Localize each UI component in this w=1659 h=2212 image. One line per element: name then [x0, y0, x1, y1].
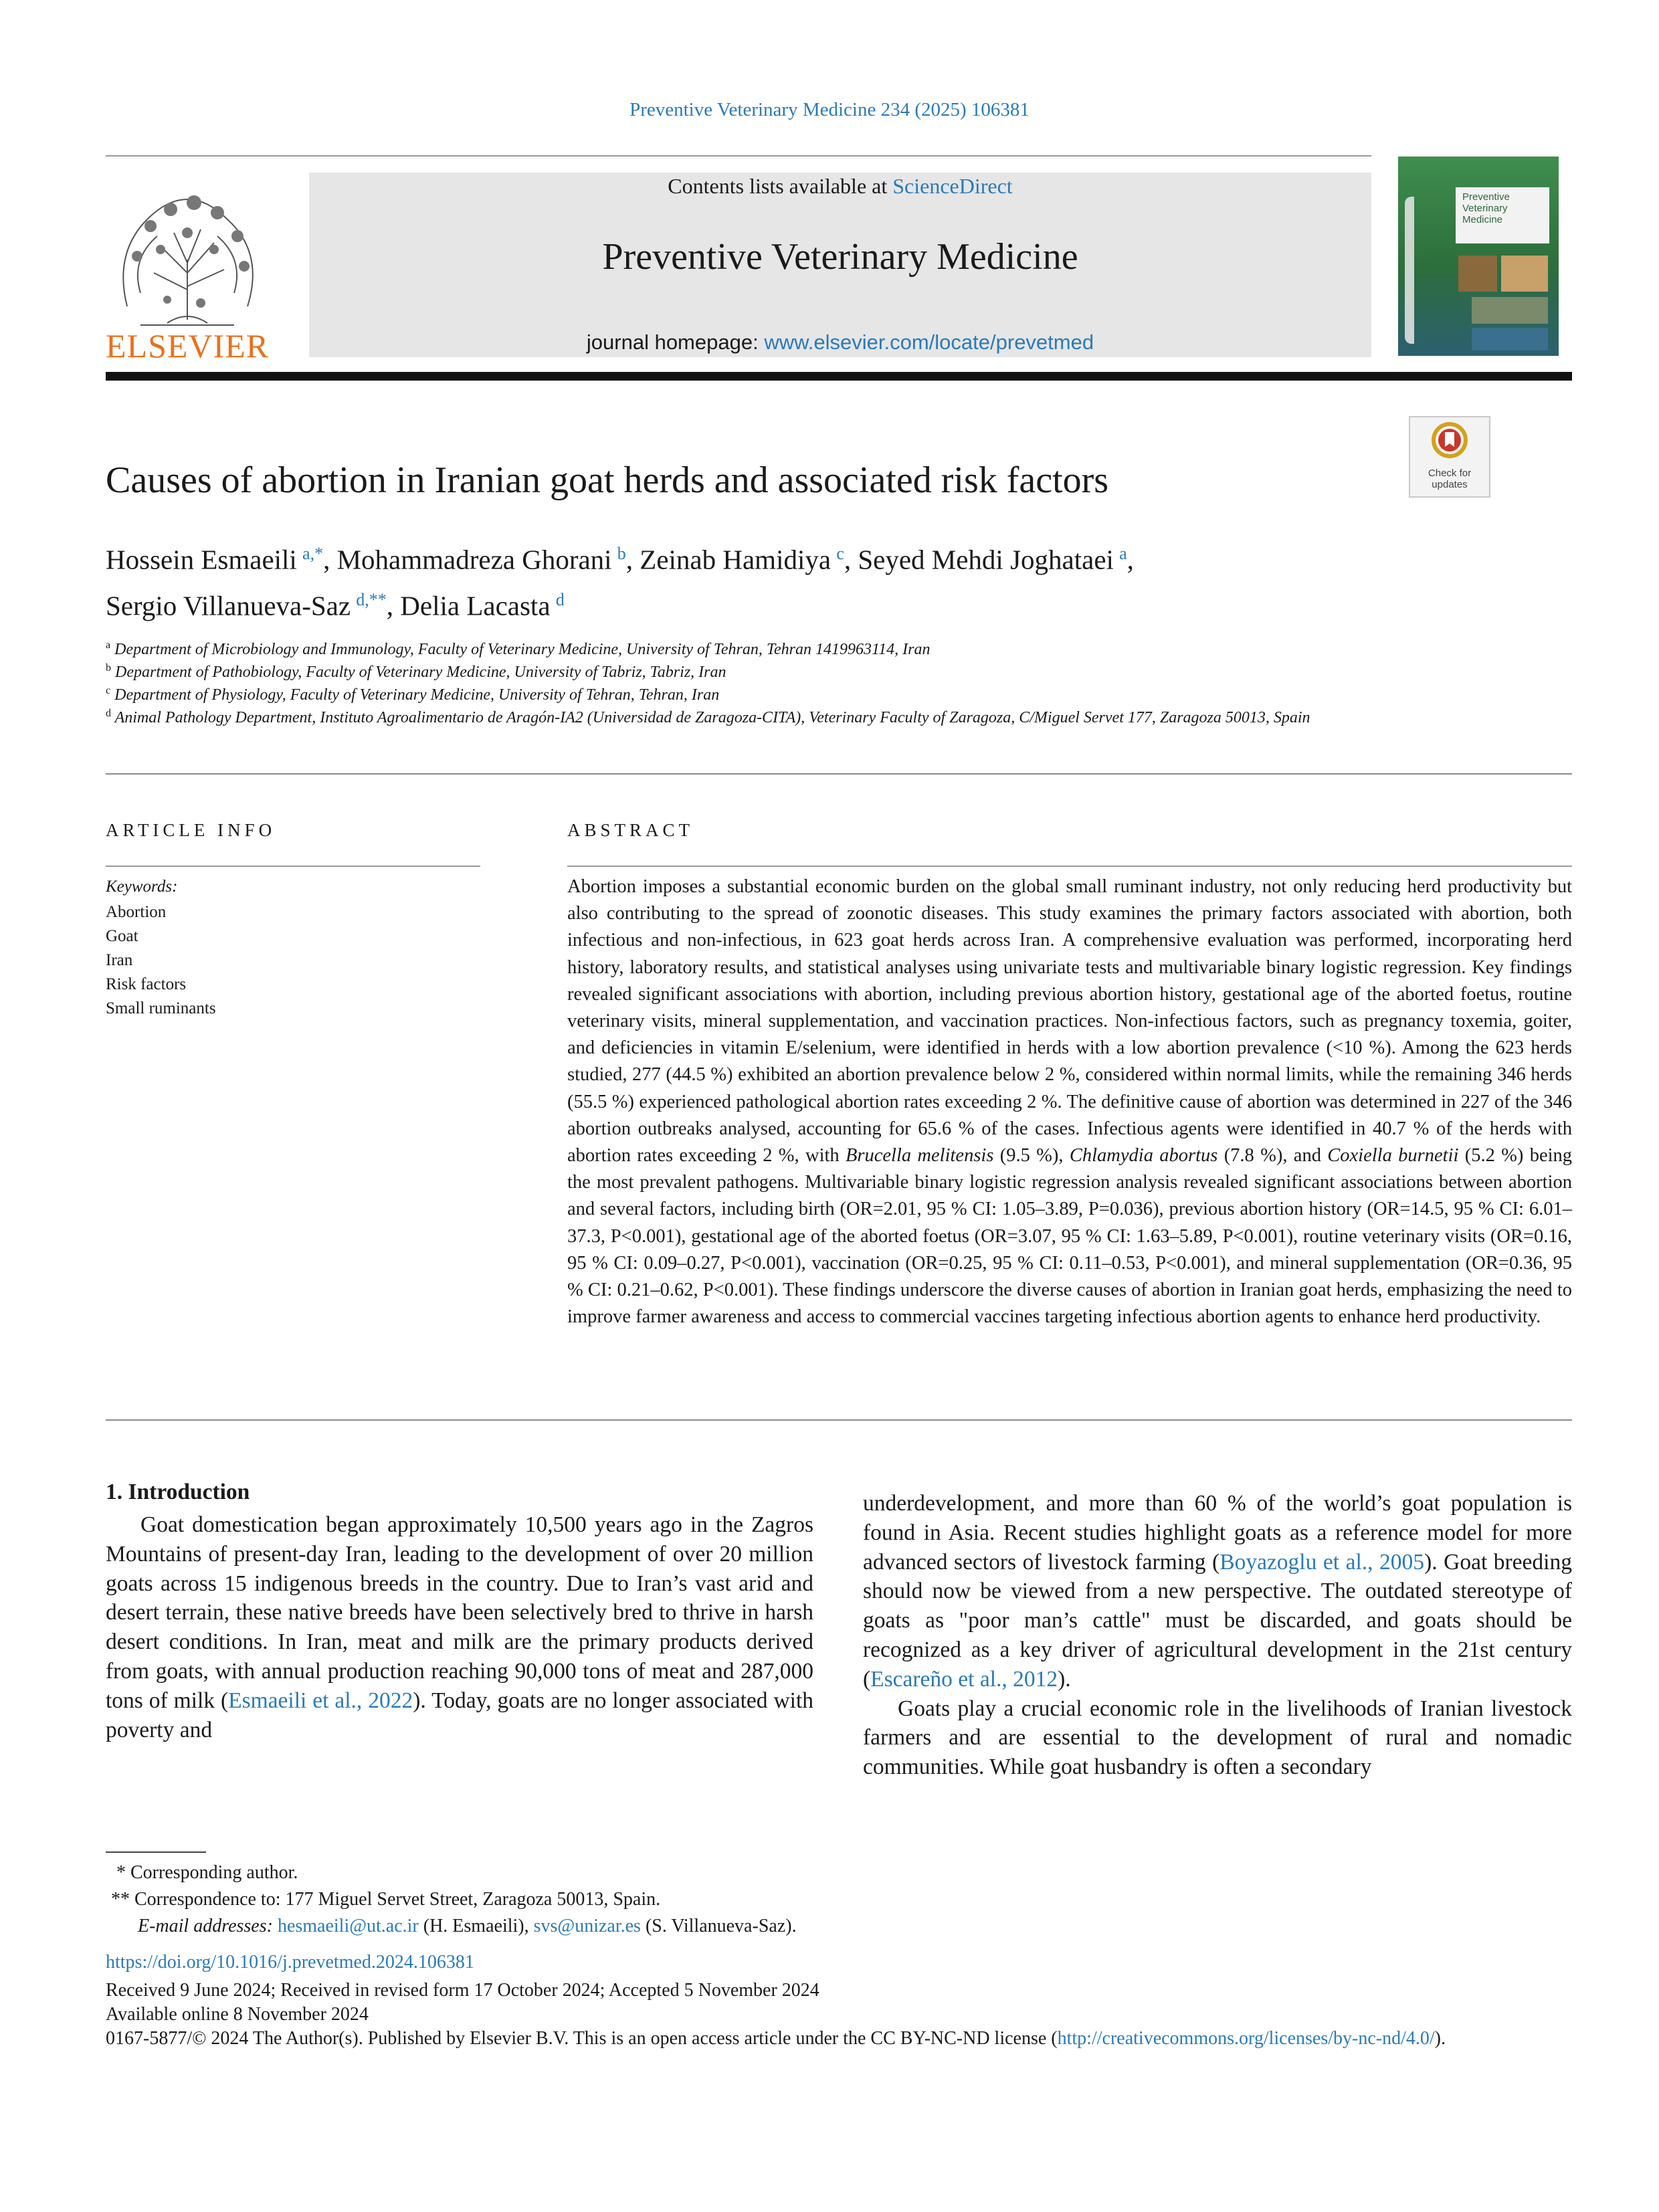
article-info-rule — [106, 866, 480, 867]
email-owner: (H. Esmaeili), — [418, 1916, 534, 1936]
email-link[interactable]: svs@unizar.es — [533, 1916, 641, 1936]
author-list — [106, 534, 1377, 625]
abstract-part: Abortion imposes a substantial economic burden on the global small ruminant industry, not only reducing herd productivity but also contributing to the spread of zoonotic diseases. This study examines the primary factors associated with abortion, both infectious and non-infectious, in 623 goat herds across Iran. A comprehensive evaluation was performed, incorporating herd history, laboratory results, and statistical analyses using univariate tests and multivariable binary logistic regression. Key findings revealed significant associations with abortion, including previous abortion history, gestational age of the aborted foetus, routine veterinary visits, mineral supplementation, and vaccination practices. Non-infectious factors, such as pregnancy toxemia, goiter, and deficiencies in vitamin E/selenium, were identified in herds with a low abortion prevalence (<10 %). Among the 623 herds studied, 277 (44.5 %) exhibited an abortion prevalence below 2 %, considered within normal limits, while the remaining 346 herds (55.5 %) experienced pathological abortion rates exceeding 2 %. The definitive cause of abortion was determined in 227 of the 346 abortion outbreaks analysed, accounting for 65.6 % of the cases. Infectious agents were identified in 40.7 % of the herds with abortion rates exceeding 2 %, with — [567, 876, 1572, 1167]
abstract-text — [567, 874, 1572, 1330]
sciencedirect-link[interactable]: ScienceDirect — [892, 174, 1013, 198]
keyword: Risk factors — [106, 975, 187, 993]
check-updates-line: updates — [1432, 479, 1468, 490]
organism-name: Coxiella burnetii — [1327, 1145, 1459, 1167]
keywords-label: Keywords: — [106, 878, 178, 896]
body-column-right — [863, 1489, 1572, 1782]
footnote-corresponding: * Corresponding author. — [116, 1862, 298, 1883]
affiliation-text: Department of Microbiology and Immunology, Faculty of Veterinary Medicine, University of Tehran, Tehran 1419963114, Iran — [114, 641, 931, 658]
journal-citation[interactable]: Preventive Veterinary Medicine 234 (2025) 106381 — [629, 99, 1030, 120]
affiliation-d — [106, 702, 1350, 729]
affiliation-text: Animal Pathology Department, Instituto Agroalimentario de Aragón-IA2 (Universidad de Zaragoza-CITA), Veterinary Faculty of Zaragoza, C/Miguel Servet 177, Zaragoza 50013, Spain — [114, 709, 1310, 726]
author-name[interactable]: Zeinab Hamidiya — [640, 544, 832, 575]
license-link[interactable]: http://creativecommons.org/licenses/by-nc-nd/4.0/ — [1057, 2028, 1435, 2049]
author-affiliation-mark[interactable]: d — [555, 589, 565, 609]
cover-title-line: Preventive — [1462, 191, 1510, 203]
author-affiliation-mark[interactable]: c — [836, 544, 844, 563]
email-label: E-mail addresses: — [138, 1916, 273, 1936]
email-owner: (S. Villanueva-Saz). — [640, 1916, 797, 1936]
author-affiliation-mark[interactable]: a,* — [302, 544, 324, 563]
keywords-list — [106, 900, 216, 1021]
homepage-link[interactable]: www.elsevier.com/locate/prevetmed — [764, 330, 1094, 354]
keyword: Goat — [106, 927, 138, 945]
author-name[interactable]: Hossein Esmaeili — [106, 544, 297, 575]
abstract-bottom-rule — [106, 1419, 1572, 1421]
contents-prefix: Contents lists available at — [668, 174, 893, 198]
article-info-heading: ARTICLE INFO — [106, 820, 276, 840]
author-separator: , — [844, 544, 858, 575]
body-column-left — [106, 1510, 813, 1744]
author-affiliation-mark[interactable]: b — [617, 544, 626, 563]
author-separator: , — [323, 544, 337, 575]
header-thick-rule — [106, 372, 1572, 381]
body-text: underdevelopment, and more than 60 % of the world’s goat population is found in Asia. Recent studies highlight goats as a reference model for more advanced sectors of livestock farming ( — [863, 1491, 1572, 1575]
footnote-rule — [106, 1851, 206, 1853]
footnote-correspondence: ** Correspondence to: 177 Miguel Servet Street, Zaragoza 50013, Spain. — [111, 1889, 661, 1910]
citation-link[interactable]: Boyazoglu et al., 2005 — [1219, 1549, 1425, 1575]
body-text: ). Goat breeding should now be viewed from a new perspective. The outdated stereotype of goats as "poor man’s cattle" must be discarded, and goats should be recognized as a key driver of agricultural development in the 21st century ( — [863, 1549, 1572, 1692]
keyword: Small ruminants — [106, 999, 216, 1017]
keyword: Abortion — [106, 903, 167, 921]
abstract-rule — [567, 866, 1572, 867]
abstract-part: (5.2 %) being the most prevalent pathogens. Multivariable binary logistic regression analysis revealed significant associations between abortion and several factors, including birth (OR=2.01, 95 % CI: 1.05–3.89, P=0.036), previous abortion history (OR=14.5, 95 % CI: 6.01–37.3, P<0.001), gestational age of the aborted foetus (OR=3.07, 95 % CI: 1.63–5.89, P<0.001), routine veterinary visits (OR=0.16, 95 % CI: 0.09–0.27, P<0.001), vaccination (OR=0.25, 95 % CI: 0.11–0.53, P<0.001), and mineral supplementation (OR=0.36, 95 % CI: 0.21–0.62, P<0.001). These findings underscore the diverse causes of abortion in Iranian goat herds, emphasizing the need to improve farmer awareness and access to commercial vaccines targeting infectious abortion agents to enhance herd productivity. — [567, 1145, 1573, 1328]
journal-title: Preventive Veterinary Medicine — [602, 236, 1078, 278]
author-name[interactable]: Delia Lacasta — [400, 590, 551, 621]
author-affiliation-mark[interactable]: a — [1119, 544, 1127, 563]
abstract-heading: ABSTRACT — [567, 820, 694, 840]
abstract-part: (9.5 %), — [993, 1145, 1070, 1167]
journal-cover-thumbnail[interactable] — [1398, 157, 1559, 356]
author-name[interactable]: Mohammadreza Ghorani — [336, 544, 612, 575]
introduction-heading: 1. Introduction — [106, 1480, 250, 1504]
body-paragraph — [106, 1510, 813, 1744]
affiliation-mark: d — [106, 708, 111, 719]
affiliation-mark: c — [106, 685, 111, 696]
author-separator: , — [1127, 544, 1134, 575]
footnote-emails — [138, 1913, 1604, 1940]
author-name[interactable]: Seyed Mehdi Joghataei — [858, 544, 1114, 575]
cover-title-line: Medicine — [1462, 214, 1503, 225]
check-updates-line: Check for — [1428, 468, 1472, 479]
contents-line — [309, 174, 1371, 199]
affiliation-text: Department of Physiology, Faculty of Veterinary Medicine, University of Tehran, Tehran, Iran — [114, 686, 720, 704]
check-for-updates-button[interactable] — [1409, 416, 1490, 498]
affiliation-mark: a — [106, 639, 111, 651]
citation-link[interactable]: Escareño et al., 2012 — [870, 1666, 1058, 1692]
body-text: ). Today, goats are no longer associated with poverty and — [106, 1688, 814, 1742]
license-line — [106, 2027, 1572, 2051]
author-separator: , — [386, 590, 401, 621]
license-text: 0167-5877/© 2024 The Author(s). Published by Elsevier B.V. This is an open access article under the CC BY-NC-ND license ( — [106, 2028, 1058, 2049]
affiliation-mark: b — [106, 662, 111, 674]
author-separator: , — [625, 544, 640, 575]
journal-homepage — [309, 330, 1371, 355]
bookmark-icon — [1410, 417, 1489, 464]
doi-link[interactable]: https://doi.org/10.1016/j.prevetmed.2024.106381 — [106, 1952, 474, 1973]
title-block-rule — [106, 773, 1572, 775]
license-text: ). — [1434, 2028, 1446, 2049]
available-online: Available online 8 November 2024 — [106, 2004, 369, 2025]
email-link[interactable]: hesmaeili@ut.ac.ir — [277, 1916, 419, 1936]
received-dates: Received 9 June 2024; Received in revised form 17 October 2024; Accepted 5 November 2024 — [106, 1980, 819, 2001]
author-name[interactable]: Sergio Villanueva-Saz — [106, 590, 351, 621]
publication-history — [106, 1979, 1572, 2051]
elsevier-wordmark: ELSEVIER — [106, 327, 270, 365]
homepage-prefix: journal homepage: — [586, 330, 765, 354]
article-title: Causes of abortion in Iranian goat herds and associated risk factors — [106, 460, 1109, 501]
body-text: Goat domestication began approximately 10,500 years ago in the Zagros Mountains of present-day Iran, leading to the development of over 20 million goats across 15 indigenous breeds in the country. Due to Iran’s vast arid and desert terrain, these native breeds have been selectively bred to thrive in harsh desert conditions. In Iran, meat and milk are the primary products derived from goats, with annual production reaching 90,000 tons of meat and 287,000 tons of milk ( — [106, 1512, 813, 1713]
body-paragraph — [863, 1489, 1572, 1694]
header-rule — [106, 155, 1371, 157]
body-text: ). — [1058, 1666, 1071, 1692]
body-paragraph: Goats play a crucial economic role in the livelihoods of Iranian livestock farmers and are essential to the development of rural and nomadic communities. While goat husbandry is often a secondary — [863, 1696, 1572, 1780]
affiliation-text: Department of Pathobiology, Faculty of Veterinary Medicine, University of Tabriz, Tabriz, Iran — [115, 664, 726, 681]
author-affiliation-mark[interactable]: d,** — [356, 589, 387, 609]
organism-name: Brucella melitensis — [845, 1145, 994, 1167]
keyword: Iran — [106, 951, 133, 969]
organism-name: Chlamydia abortus — [1069, 1145, 1218, 1167]
cover-title-line: Veterinary — [1462, 203, 1508, 214]
citation-link[interactable]: Esmaeili et al., 2022 — [228, 1688, 413, 1713]
abstract-part: (7.8 %), and — [1217, 1145, 1328, 1167]
